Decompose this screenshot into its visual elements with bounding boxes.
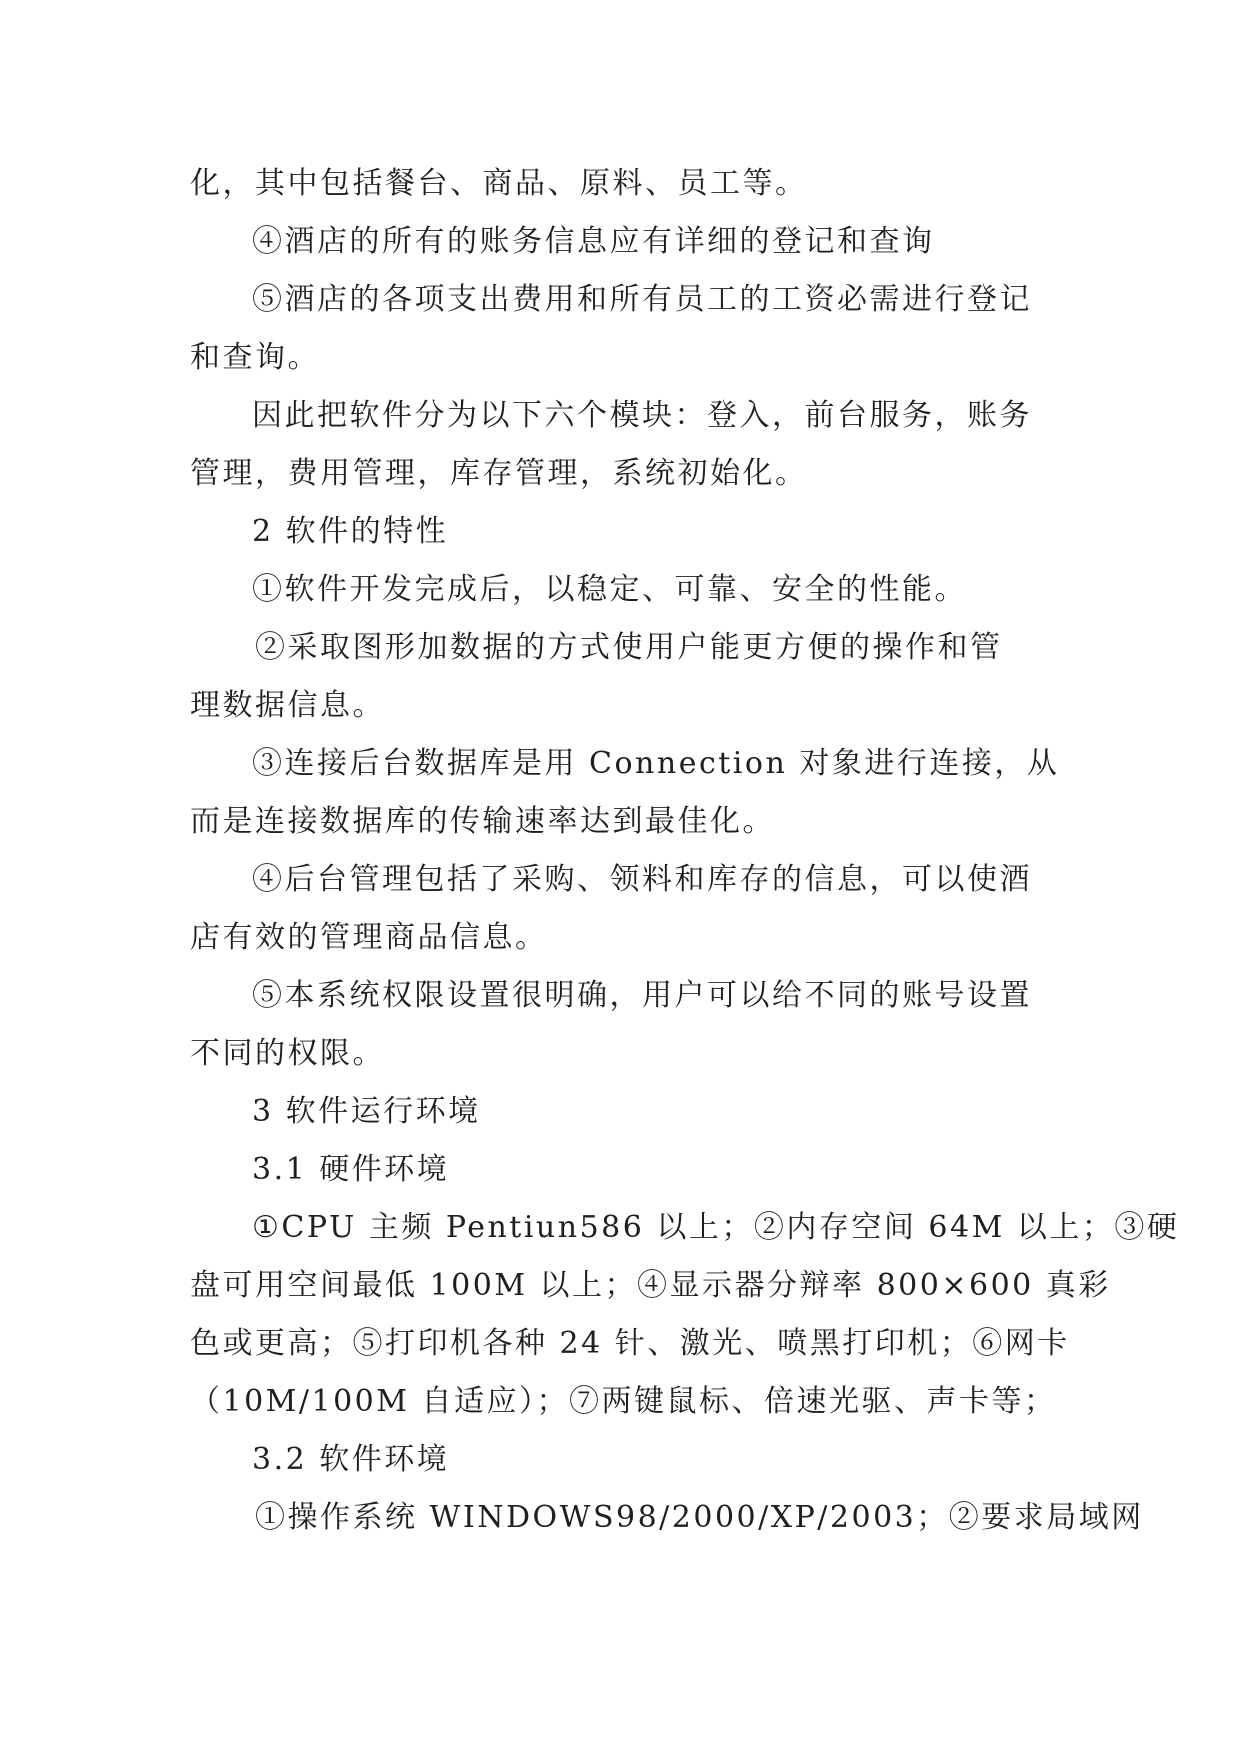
text-line: ③连接后台数据库是用 Connection 对象进行连接，从 (252, 746, 1060, 781)
text-line: 管理，费用管理，库存管理，系统初始化。 (190, 456, 808, 491)
text-line: ⑤酒店的各项支出费用和所有员工的工资必需进行登记 (252, 282, 1032, 317)
text-line: ④后台管理包括了采购、领料和库存的信息，可以使酒 (252, 862, 1032, 897)
text-line: 而是连接数据库的传输速率达到最佳化。 (190, 804, 775, 839)
section-heading: 3 软件运行环境 (252, 1094, 481, 1129)
text-line: ④酒店的所有的账务信息应有详细的登记和查询 (252, 224, 935, 259)
text-line: 和查询。 (190, 340, 320, 375)
section-heading: 2 软件的特性 (252, 514, 449, 549)
text-line: 因此把软件分为以下六个模块：登入，前台服务，账务 (252, 398, 1032, 433)
text-line: 不同的权限。 (190, 1036, 385, 1071)
text-line: ⑤本系统权限设置很明确，用户可以给不同的账号设置 (252, 978, 1032, 1013)
subsection-heading: 3.1 硬件环境 (252, 1152, 450, 1187)
text-line: ①操作系统 WINDOWS98/2000/XP/2003；②要求局域网 (255, 1500, 1144, 1535)
text-line: 盘可用空间最低 100M 以上；④显示器分辩率 800×600 真彩 (190, 1268, 1111, 1303)
subsection-heading: 3.2 软件环境 (252, 1442, 450, 1477)
text-line: ①CPU 主频 Pentiun586 以上；②内存空间 64M 以上；③硬 (252, 1210, 1180, 1245)
text-line: 理数据信息。 (190, 688, 385, 723)
text-line: ②采取图形加数据的方式使用户能更方便的操作和管 (255, 630, 1003, 665)
text-line: 色或更高；⑤打印机各种 24 针、激光、喷黑打印机；⑥网卡 (190, 1326, 1070, 1361)
text-line: ①软件开发完成后，以稳定、可靠、安全的性能。 (252, 572, 967, 607)
text-line: 店有效的管理商品信息。 (190, 920, 548, 955)
text-line: （10M/100M 自适应）；⑦两键鼠标、倍速光驱、声卡等； (190, 1384, 1057, 1419)
text-line: 化，其中包括餐台、商品、原料、员工等。 (190, 166, 808, 201)
